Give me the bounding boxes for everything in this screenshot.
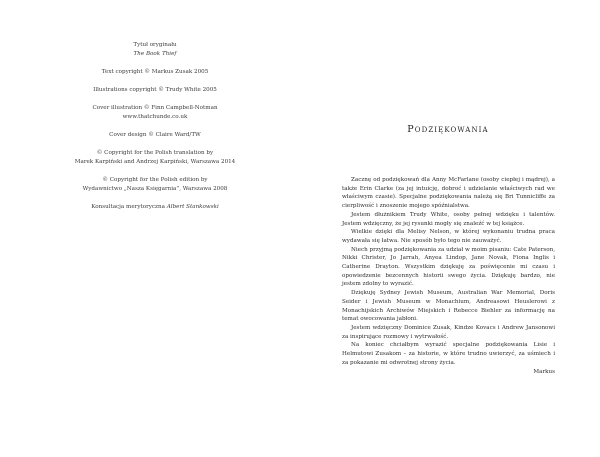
edition-block: [60, 176, 250, 194]
paragraph: Wielkie dzięki dla Melisy Nelson, w której wykonaniu trudna praca wydawała się łatwa. Nie sposób było tego nie zauważyć.: [342, 229, 555, 244]
text-copyright: Text copyright © Markus Zusak 2005: [101, 69, 209, 75]
paragraph: Jestem wdzięczny Dominice Zusak, Kindze Kovacs i Andrew Jansonowi za inspirujące rozmowy i wytrwałość.: [342, 324, 555, 340]
text-copyright-block: [60, 68, 250, 77]
paragraph: Na koniec chciałbym wyrazić specjalne podziękowania Lisie i Helmutowi Zusakom – za historie, w które trudno uwierzyć, za uśmiech i za pokazanie mi odwrotnej strony życia.: [342, 342, 555, 366]
original-title-block: [60, 41, 250, 59]
translators: Marek Karpiński and Andrzej Karpiński, Warszawa 2014: [74, 159, 236, 165]
cover-illustration-block: [60, 104, 250, 122]
signature: Markus: [533, 369, 555, 376]
paragraph: Dziękuję Sydney Jewish Museum, Australian War Memorial, Doris Seider i Jewish Museum w Monachium, Andreasowi Heuslerowi z Monachijskich Archiwów Miejskich i Rebecce Biehler za informację na temat owocowania jabłoni.: [342, 290, 555, 323]
original-title-label: Tytuł oryginału: [133, 42, 177, 48]
page-title: Podziękowania: [407, 124, 489, 135]
original-title: The Book Thief: [133, 51, 177, 57]
illustrations-copyright-block: [60, 86, 250, 95]
consultation-line: [60, 203, 250, 212]
paragraph: Jestem dłużnikiem Trudy White, osoby pełnej wdzięku i talentów. Jestem wdzięczny, że jej rysunki mogły się znaleźć w tej książce.: [342, 211, 555, 227]
cover-design-block: [60, 131, 250, 140]
translation-copyright: © Copyright for the Polish translation by: [96, 150, 214, 156]
consultation-label: Konsultacja merytoryczna: [91, 204, 165, 210]
paragraph: Niech przyjmą podziękowania za udział w moim pisaniu: Cate Paterson, Nikki Christer, Jo Jarrah, Anyea Lindop, Jane Novak, Fiona Inglis i Catherine Drayton. Wszystkim dziękuję za poświęcenie mi czasu i opowiedzenie bezcennych historii swego życia. Dziękuję bardzo, nie jestem zdolny to wyrazić.: [342, 246, 555, 288]
acknowledgements-page: [300, 0, 600, 457]
translation-block: [60, 149, 250, 167]
edition-copyright: © Copyright for the Polish edition by: [102, 177, 208, 183]
consultant-name: Albert Stankowski: [166, 204, 219, 210]
cover-design-credit: Cover design © Claire Ward/TW: [109, 132, 201, 138]
cover-illustration-credit: Cover illustration © Finn Campbell-Notman: [92, 105, 218, 111]
illustrations-copyright: Illustrations copyright © Trudy White 2005: [93, 87, 217, 93]
website: www.thatchunde.co.uk: [122, 114, 188, 120]
imprint-block: [60, 41, 250, 221]
consultation-block: [60, 203, 250, 212]
publisher: Wydawnictwo „Nasza Księgarnia”, Warszawa 2008: [82, 186, 228, 192]
acknowledgements-text: [342, 176, 555, 377]
paragraph: Zacznę od podziękowań dla Anny McFarlane (osoby ciepłej i mądrej), a także Erin Clarke (za jej intuicję, dobroć i udzielanie właściwych rad we właściwym czasie). Specjalne podziękowania należą się Bri Tunnicliffe za cierpliwość i znoszenie mojego spóźnialstwa.: [342, 177, 555, 210]
